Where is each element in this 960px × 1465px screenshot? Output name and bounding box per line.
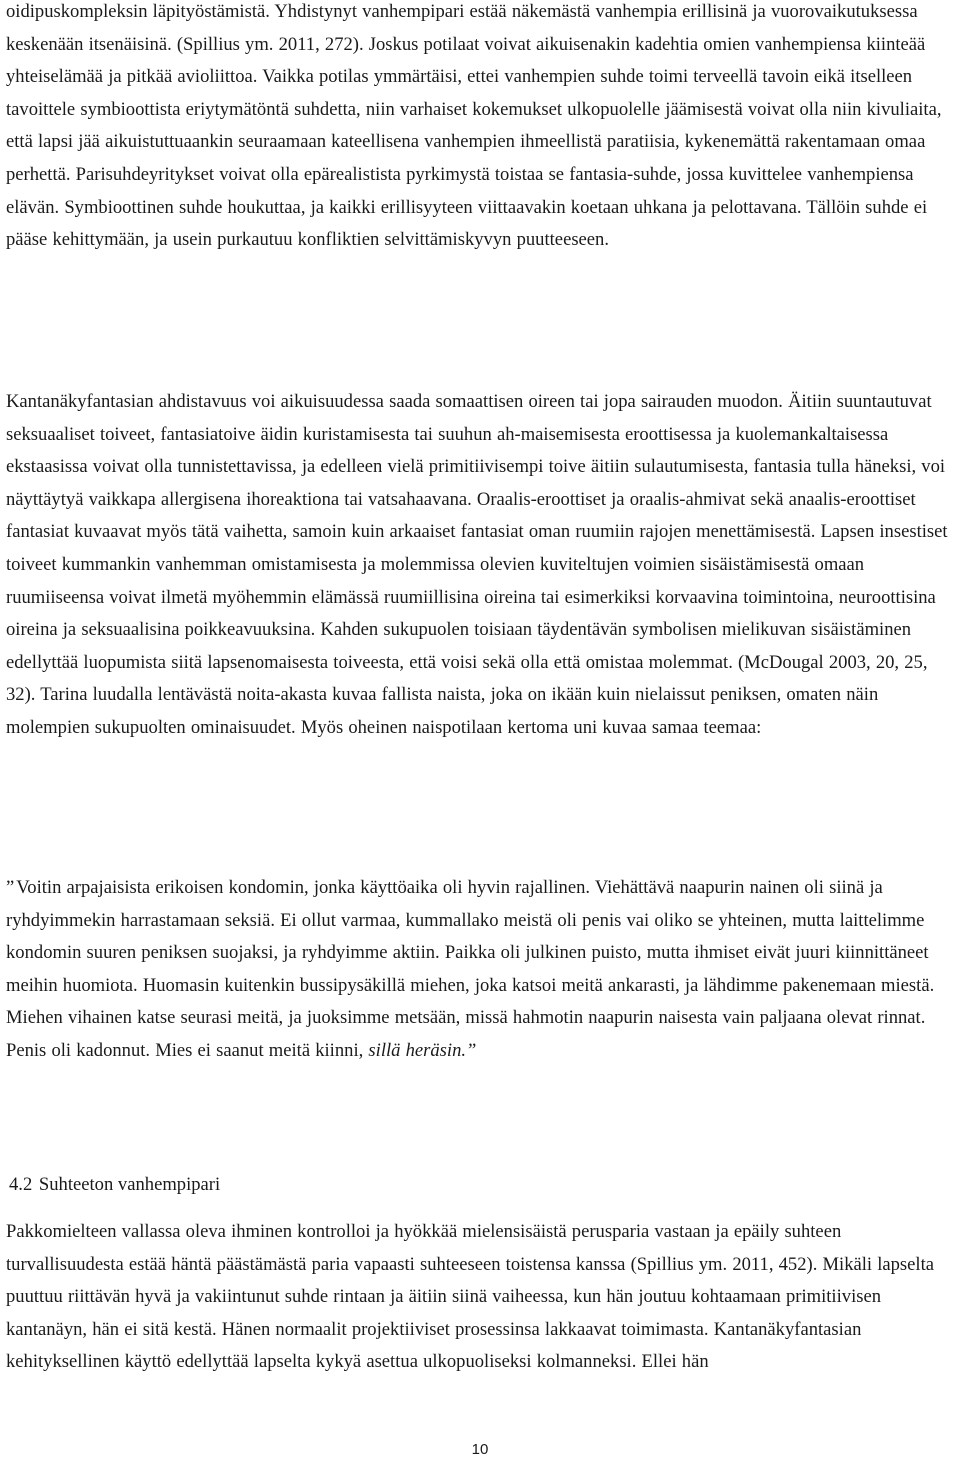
section-heading-number: 4.2: [9, 1174, 33, 1195]
quote-italic-ending: sillä heräsin.”: [368, 1039, 477, 1061]
section-heading-title: Suhteeton vanhempipari: [38, 1174, 221, 1195]
body-paragraph-2: Kantanäkyfantasian ahdistavuus voi aikuisuudessa saada somaattisen oireen tai jopa sairauden muodon. Äitiin suuntautuvat seksuaaliset toiveet, fantasiatoive äidin kuristamisesta tai suuhun ah-maisemisesta eroottisessa ja kuolemankaltaisessa ekstaasissa voivat olla tunnistettavissa, ja edelleen vielä primitiivisempi toive äitiin sulautumisesta, fantasia tulla häneksi, voi näyttäytyä vaikkapa allergisena ihoreaktiona tai vatsahaavana. Oraalis-eroottiset ja oraalis-ahmivat sekä anaalis-eroottiset fantasiat kuvaavat myös tätä vaihetta, samoin kuin arkaaiset fantasiat oman ruumiin rajojen menettämisestä. Lapsen insestiset toiveet kummankin vanhemman omistamisesta ja molemmissa olevien kuviteltujen voimien sisäistämisestä omaan ruumiiseensa voivat ilmetä myöhemmin elämässä ruumiillisina oireina tai esimerkiksi korvaavina toimintoina, neuroottisina oireina ja seksuaalisina poikkeavuuksina. Kahden sukupuolen toisiaan täydentävän symbolisen mielikuvan sisäistäminen edellyttää luopumista siitä lapsenomaisesta toiveesta, että voisi sekä olla että omistaa molemmat. (McDougal 2003, 20, 25, 32). Tarina luudalla lentävästä noita-akasta kuvaa fallista naista, joka on ikään kuin nielaissut peniksen, omaten näin molempien sukupuolten ominaisuudet. Myös oheinen naispotilaan kertoma uni kuvaa samaa teemaa:: [6, 391, 948, 738]
quote-body: Voitin arpajaisista erikoisen kondomin, jonka käyttöaika oli hyvin rajallinen. Viehättävä naapurin nainen oli siinä ja ryhdyimmekin harrastamaan seksiä. Ei ollut varmaa, kummallako meistä oli penis vai oliko se yhteinen, mutta laittelimme kondomin suuren peniksen suojaksi, ja ryhdyimme aktiin. Paikka oli julkinen puisto, mutta ihmiset eivät juuri kiinnittäneet meihin huomiota. Huomasin kuitenkin bussipysäkillä miehen, joka katsoi meitä ankarasti, ja lähdimme pakenemaan miestä. Miehen vihainen katse seurasi meitä, ja juoksimme metsään, missä hahmotin naapurin naisesta vain paljaana olevat rinnat. Penis oli kadonnut. Mies ei saanut meitä kiinni,: [6, 877, 935, 1061]
section-heading: [6, 1169, 950, 1201]
dream-quote: [6, 872, 950, 1068]
body-paragraph-1: oidipuskompleksin läpityöstämistä. Yhdistynyt vanhempipari estää näkemästä vanhempia erillisinä ja vuorovaikutuksessa keskenään itsenäisinä. (Spillius ym. 2011, 272). Joskus potilaat voivat aikuisenakin kadehtia omien vanhempiensa kiinteää yhteiselämää ja pitkää avioliittoa. Vaikka potilas ymmärtäisi, ettei vanhempien suhde toimi terveellä tavoin eikä itselleen tavoittele symbioottista eriytymätöntä suhdetta, niin varhaiset kokemukset ulkopuolelle jäämisestä voivat olla niin kivuliaita, että lapsi jää aikuistuttuaankin seuraamaan kateellisena vanhempien ihmeellistä paratiisia, kykenemättä rakentamaan omaa perhettä. Parisuhdeyritykset voivat olla epärealistista pyrkimystä toistaa se fantasia-suhde, jossa kuvittelee vanhempiensa elävän. Symbioottinen suhde houkuttaa, ja kaikki erillisyyteen viittaavakin koetaan uhkana ja pelottavana. Tällöin suhde ei pääse kehittymään, ja usein purkautuu konfliktien selvittämiskyvyn puutteeseen.: [6, 1, 942, 251]
page-number: 10: [471, 1441, 489, 1458]
body-paragraph-3: Pakkomielteen vallassa oleva ihminen kontrolloi ja hyökkää mielensisäistä perusparia vastaan ja epäily suhteen turvallisuudesta estää häntä päästämästä paria vapaasti suhteeseen toistensa kanssa (Spillius ym. 2011, 452). Mikäli lapselta puuttuu riittävän hyvä ja vakiintunut suhde rintaan ja äitiin siinä vaiheessa, kun hän joutuu kohtaamaan primitiivisen kantanäyn, hän ei sitä kestä. Hänen normaalit projektiiviset prosessinsa lakkaavat toimimasta. Kantanäkyfantasian kehityksellinen käyttö edellyttää lapselta kykyä asettua ulkopuoliseksi kolmanneksi. Ellei hän: [6, 1221, 935, 1373]
quote-open-mark: ”: [6, 877, 15, 898]
